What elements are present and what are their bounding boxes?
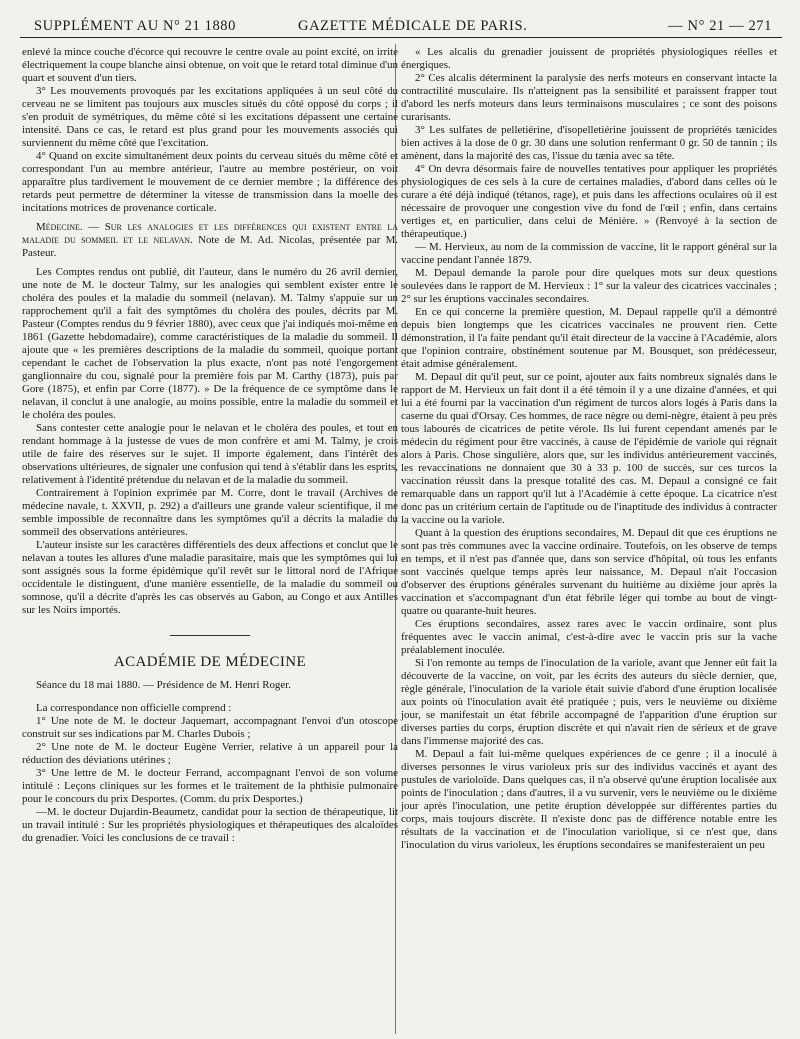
paragraph: « Les alcalis du grenadier jouissent de propriétés physiologiques réelles et énergiques. <box>401 46 777 71</box>
article-title-rest: Note de M. Ad. Nicolas, présentée par M. Pasteur. <box>22 234 398 259</box>
paragraph: En ce qui concerne la première question, M. Depaul rappelle qu'il a démontré depuis bien longtemps que les cicatrices vaccinales ne prouvent rien. Cette démonstration, il l'a faite pendant qu'il était directeur de la vaccine à l'Académie, alors que l'opinion contraire, obstinément soutenue par M. Bousquet, son prédécesseur, était admise généralement. <box>401 306 777 370</box>
paragraph: 4° On devra désormais faire de nouvelles tentatives pour appliquer les propriétés physiologiques de ces sels à la cure de certaines maladies, d'abord dans celles où le curare a été déjà indiqué (tétanos, rage), et puis dans les affections oculaires où il est nécessaire de provoquer une congestion vive du fond de l'œil ; enfin, dans certains vertiges et, en particulier, dans celui de Ménière. » (Renvoyé à la section de thérapeutique.) <box>401 163 777 240</box>
paragraph: Les Comptes rendus ont publié, dit l'auteur, dans le numéro du 26 avril dernier, une note de M. le docteur Talmy, sur les analogies qui semblent exister entre le choléra des poules et la maladie du sommeil (nelavan). M. Talmy s'appuie sur un rapprochement qu'il a fait des symptômes du choléra des poules, décrits par M. Pasteur (Comptes rendus du 9 février 1880), avec ceux que j'ai indiqués moi-même en 1861 (Gazette hebdomadaire), comme caractéristiques de la maladie du sommeil. Il ajoute que « les premières descriptions de la maladie du sommeil, quoique portant cependant le cachet de l'observation la plus exacte, n'ont pas noté l'engorgement ganglionnaire du cou, signalé pour la première fois par M. Carthy (1873), puis par Gore (1875), et enfin par Corre (1877). » De la fréquence de ce symptôme dans le nelavan, il conclut à une analogie, au moins possible, entre la maladie du sommeil et le choléra des poules. <box>22 266 398 421</box>
paragraph: — M. Hervieux, au nom de la commission de vaccine, lit le rapport général sur la vaccine pendant l'année 1879. <box>401 241 777 266</box>
header-rule <box>20 37 782 38</box>
right-column <box>401 46 777 852</box>
paragraph: Sans contester cette analogie pour le nelavan et le choléra des poules, et tout en rendant hommage à la justesse de vues de mon confrère et ami M. Talmy, je crois utile de faire des réserves sur le sujet. Il importe également, dans l'intérêt des observations ultérieures, de signaler une confusion qui tend à s'établir dans les esprits, relativement à l'identité prétendue du nelavan et de la maladie du sommeil. <box>22 422 398 486</box>
paragraph: M. Depaul a fait lui-même quelques expériences de ce genre ; il a inoculé à diverses personnes le virus varioleux pris sur des individus vaccinés et ayant des pustules de varioloïde. Dans quelques cas, il n'a observé qu'une éruption localisée aux points de l'inoculation ; dans d'autres, il a vu survenir, vers le neuvième ou le dixième jour après l'inoculation, une petite éruption développée sur différentes parties du corps, mais toujours discrète. Il n'existe donc pas de différence notable entre les résultats de la vaccination et de l'inoculation variolique, si ce n'est que, dans l'inoculation du virus varioleux, les éruptions secondaires se manifesteraient un peu <box>401 748 777 851</box>
paragraph: 4° Quand on excite simultanément deux points du cerveau situés du même côté et correspondant l'un au membre antérieur, l'autre au membre postérieur, on voit apparaître plus tardivement le mouvement de ce dernier membre ; la différence des retards peut permettre de déterminer la vitesse de transmission dans la moelle des incitations motrices de provenance corticale. <box>22 150 398 214</box>
left-column <box>22 46 398 845</box>
paragraph: enlevé la mince couche d'écorce qui recouvre le centre ovale au point excité, on irrite électriquement la coupe blanche ainsi obtenue, on voit que le retard total diminue d'un quart et souvent d'un tiers. <box>22 46 398 84</box>
paragraph: 3° Une lettre de M. le docteur Ferrand, accompagnant l'envoi de son volume intitulé : Leçons cliniques sur les formes et le traitement de la phthisie pulmonaire pour le concours du prix Desportes. (Comm. du prix Desportes.) <box>22 767 398 805</box>
section-heading: ACADÉMIE DE MÉDECINE <box>113 654 307 670</box>
paragraph: Contrairement à l'opinion exprimée par M. Corre, dont le travail (Archives de médecine navale, t. XXVII, p. 292) a d'ailleurs une grande valeur scientifique, il me semble impossible de reconnaître dans les symptômes qu'il a décrits la maladie du sommeil des observations antérieures. <box>22 487 398 538</box>
paragraph: —M. le docteur Dujardin-Beaumetz, candidat pour la section de thérapeutique, lit un travail intitulé : Sur les propriétés physiologiques et thérapeutiques des alcaloïdes du grenadier. Voici les conclusions de ce travail : <box>22 806 398 844</box>
paragraph: 1° Une note de M. le docteur Jaquemart, accompagnant l'envoi d'un otoscope construit sur ses indications par M. Charles Dubois ; <box>22 715 398 740</box>
paragraph: M. Depaul dit qu'il peut, sur ce point, ajouter aux faits nombreux signalés dans le rapport de M. Hervieux un fait dont il a été témoin il y a une dizaine d'années, et qui lui a été fourni par la vaccination d'un régiment de turcos alors logés à Paris dans la caserne du quai d'Orsay. Ces hommes, de race nègre ou demi-nègre, étaient à peu près tous labourés de cicatrices de petite vérole. Ils lui furent cependant amenés par le médecin du régiment pour être vaccinés, à cause de l'épidémie de variole qui régnait alors à Paris. Chose singulière, alors que, sur les individus antérieurement vaccinés, les revaccinations ne donnaient que 30 à 33 p. 100 de succès, sur ces turcos la vaccination réussit dans la presque totalité des cas. M. Depaul a consigné ce fait remarquable dans un rapport qu'il lut à l'Académie à cette époque. La cicatrice n'est donc pas un critérium certain de l'aptitude ou de l'inaptitude des individus à contracter la vaccine ou la variole. <box>401 371 777 526</box>
session-line: Séance du 18 mai 1880. — Présidence de M. Henri Roger. <box>36 679 291 691</box>
paragraph: 3° Les sulfates de pelletiérine, d'isopelletiérine jouissent de propriétés tænicides bien actives à la dose de 0 gr. 30 dans une solution renfermant 0 gr. 50 de tannin ; ils amènent, dans la majorité des cas, l'issue du tænia avec sa tête. <box>401 124 777 162</box>
article-title-smallcaps: Médecine. — Sur les analogies et les différences qui existent entre la maladie du sommeil et le nelavan. <box>22 221 398 246</box>
article-title <box>22 221 398 260</box>
paragraph: Si l'on remonte au temps de l'inoculation de la variole, avant que Jenner eût fait la découverte de la vaccine, on voit, par les écrits des auteurs du siècle dernier, que, règle générale, l'inoculation de la variole était suivie d'abord d'une éruption localisée aux points où l'inoculation avait été pratiquée ; puis, vers le neuvième ou dixième jour, se manifestait un état fébrile accompagné de l'apparition d'une éruption sur diverses parties du corps, éruption discrète et qui n'avait rien de sérieux et de grave dans l'immense majorité des cas. <box>401 657 777 747</box>
header-page-number: — N° 21 — 271 <box>668 18 772 34</box>
header-supplement: SUPPLÉMENT AU N° 21 1880 <box>34 18 237 34</box>
paragraph: 2° Une note de M. le docteur Eugène Verrier, relative à un appareil pour la réduction des déviations utérines ; <box>22 741 398 766</box>
paragraph: Ces éruptions secondaires, assez rares avec le vaccin ordinaire, sont plus fréquentes avec le vaccin animal, c'est-à-dire avec le vaccin pris sur la vache préalablement inoculée. <box>401 618 777 656</box>
paragraph: 2° Ces alcalis déterminent la paralysie des nerfs moteurs en conservant intacte la contractilité musculaire. Ils n'atteignent pas la sensibilité et paraissent frapper tout d'abord les nerfs moteurs dans leurs terminaisons musculaires ; ce sont des poisons curarisants. <box>401 72 777 123</box>
paragraph: L'auteur insiste sur les caractères différentiels des deux affections et conclut que le nelavan a toutes les allures d'une maladie parasitaire, mais que les symptômes qui lui sont assignés sous la forme épidémique qu'il revêt sur le littoral nord de l'Afrique occidentale le distinguent, d'une manière essentielle, de la maladie du sommeil ou somnose, qu'il a décrite d'après les cas observés au Gabon, au Congo et aux Antilles sur les Noirs importés. <box>22 539 398 616</box>
paragraph: La correspondance non officielle comprend : <box>36 702 232 714</box>
section-separator <box>170 635 250 636</box>
paragraph: 3° Les mouvements provoqués par les excitations appliquées à un seul côté du cerveau ne se limitent pas toujours aux muscles situés du côté opposé du corps ; il s'en produit de symétriques, du même côté si les excitations dépassent une certaine intensité. Dans ce cas, le retard est plus grand pour les mouvements associés qui surviennent du même côté que l'excitation. <box>22 85 398 149</box>
header-title: GAZETTE MÉDICALE DE PARIS. <box>298 18 528 34</box>
page-header <box>20 14 782 36</box>
paragraph: M. Depaul demande la parole pour dire quelques mots sur deux questions soulevées dans le rapport de M. Hervieux : 1° sur la valeur des cicatrices vaccinales ; 2° sur les éruptions vaccinales secondaires. <box>401 267 777 305</box>
paragraph: Quant à la question des éruptions secondaires, M. Depaul dit que ces éruptions ne sont pas très communes avec la vaccine ordinaire. Toutefois, on les observe de temps en temps, et il n'est pas d'année que, dans son service d'hôpital, où tous les enfants sont vaccinés quelque temps après leur naissance, M. Depaul n'ait l'occasion d'observer des éruptions générales survenant du huitième au dixième jour après la vaccination et s'accompagnant d'un état fébrile léger qui tombe au bout de vingt-quatre ou quarante-huit heures. <box>401 527 777 617</box>
